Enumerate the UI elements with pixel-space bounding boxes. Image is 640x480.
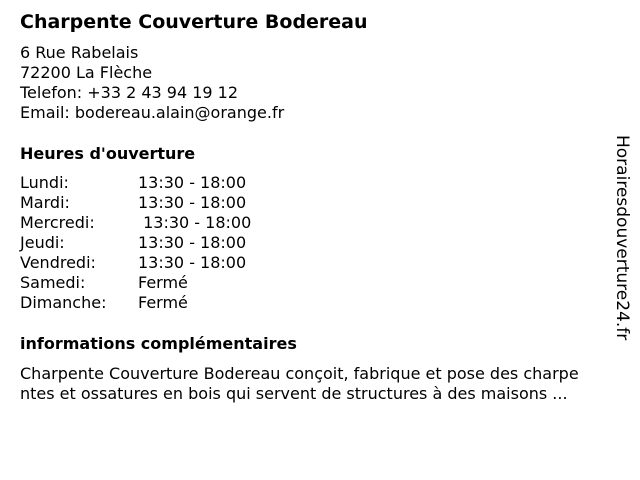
opening-hours-heading: Heures d'ouverture <box>20 144 196 163</box>
additional-info-heading: informations complémentaires <box>20 334 297 353</box>
day-label: Samedi: <box>20 273 86 292</box>
day-hours: 13:30 - 18:00 <box>138 213 252 232</box>
address-block <box>20 43 284 123</box>
day-hours: 13:30 - 18:00 <box>138 173 247 192</box>
day-label: Lundi: <box>20 173 69 192</box>
info-line-1: Charpente Couverture Bodereau conçoit, fabrique et pose des charpe <box>20 364 579 383</box>
postal-city: 72200 La Flèche <box>20 63 153 82</box>
street-address: 6 Rue Rabelais <box>20 43 139 62</box>
day-hours: 13:30 - 18:00 <box>138 253 247 272</box>
day-hours: Fermé <box>138 293 188 312</box>
day-label: Mercredi: <box>20 213 95 232</box>
day-label: Mardi: <box>20 193 70 212</box>
day-label: Vendredi: <box>20 253 96 272</box>
additional-info-text <box>20 364 630 404</box>
day-hours: 13:30 - 18:00 <box>138 193 247 212</box>
day-hours: Fermé <box>138 273 188 292</box>
day-label: Jeudi: <box>20 233 65 252</box>
business-name: Charpente Couverture Bodereau <box>20 11 368 33</box>
info-line-2: ntes et ossatures en bois qui servent de structures à des maisons ... <box>20 384 568 403</box>
day-label: Dimanche: <box>20 293 107 312</box>
site-watermark: Horairesdouverture24.fr <box>612 135 632 341</box>
phone-line: Telefon: +33 2 43 94 19 12 <box>20 83 239 102</box>
day-hours: 13:30 - 18:00 <box>138 233 247 252</box>
email-line: Email: bodereau.alain@orange.fr <box>20 103 285 122</box>
